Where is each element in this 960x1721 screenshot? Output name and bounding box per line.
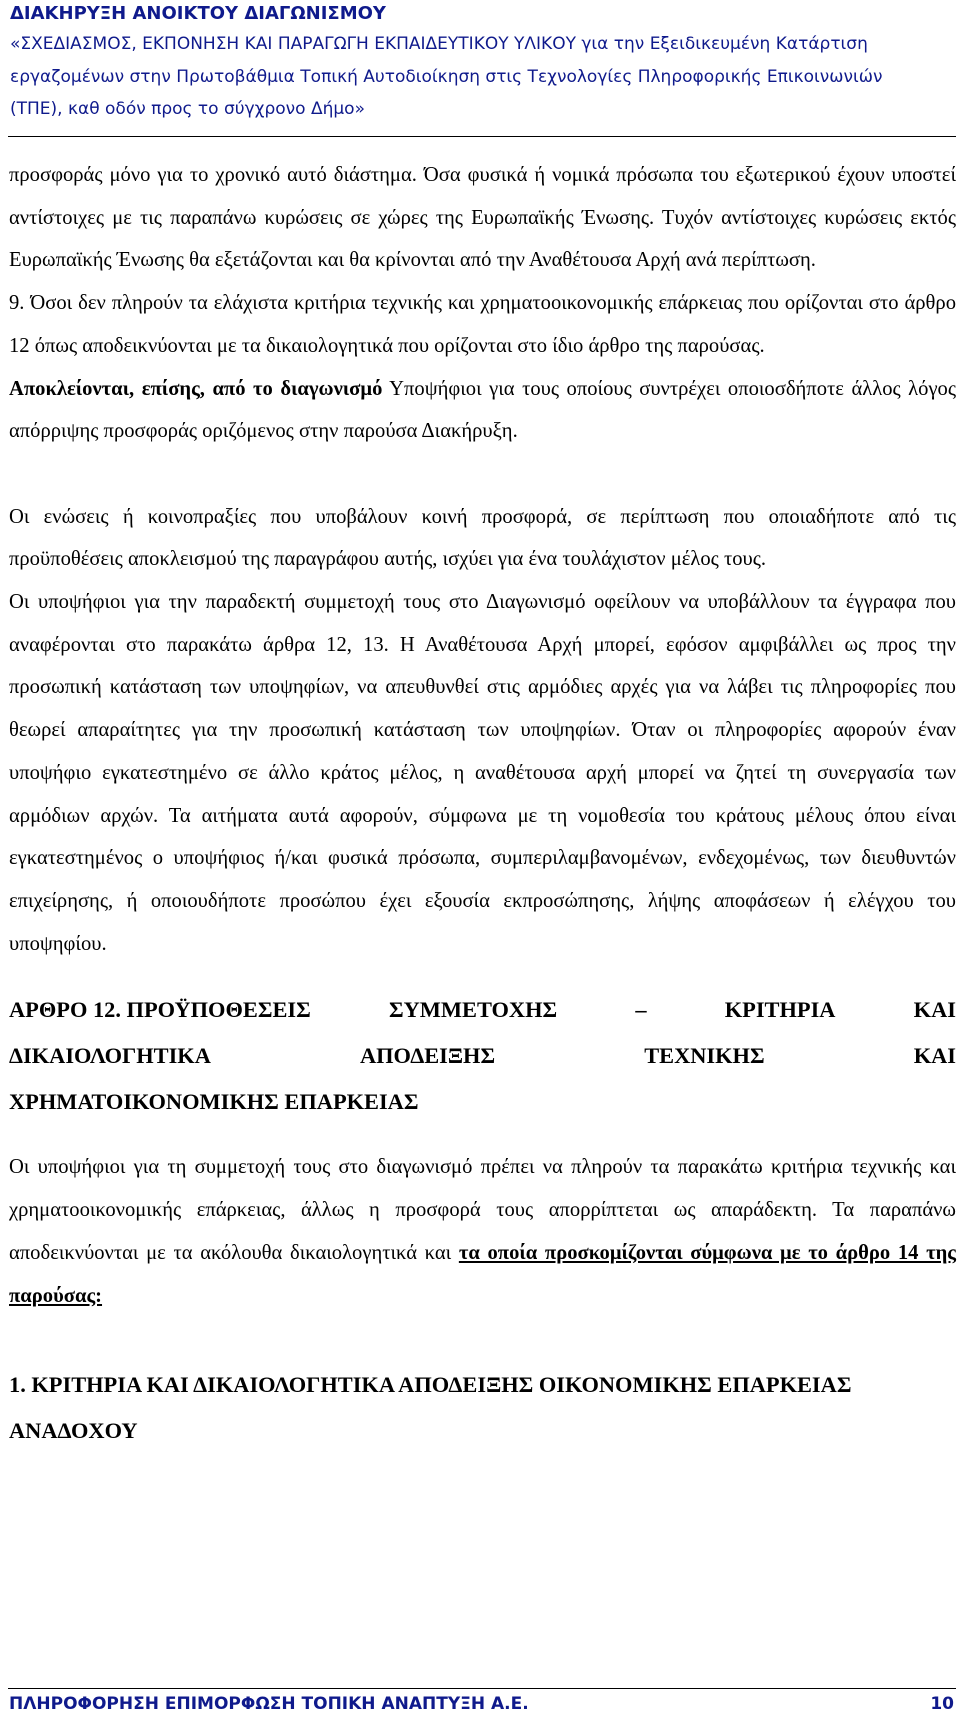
article-heading-line-2 <box>9 1033 956 1079</box>
article-heading-line-1 <box>9 987 956 1033</box>
requirements-underlined: τα οποία προσκομίζονται σύμφωνα με το άρθρο 14 της παρούσας: <box>9 1241 956 1307</box>
section-1-heading: 1. ΚΡΙΤΗΡΙΑ ΚΑΙ ΔΙΚΑΙΟΛΟΓΗΤΙΚΑ ΑΠΟΔΕΙΞΗΣ ΟΙΚΟΝΟΜΙΚΗΣ ΕΠΑΡΚΕΙΑΣ ΑΝΑΔΟΧΟΥ <box>9 1372 852 1443</box>
footer-divider <box>8 1688 956 1689</box>
header-title: ΔΙΑΚΗΡΥΞΗ ΑΝΟΙΚΤΟΥ ΔΙΑΓΩΝΙΣΜΟΥ <box>10 3 386 24</box>
header-divider <box>8 136 956 137</box>
spacer <box>9 453 956 496</box>
heading-word: ΚΡΙΤΗΡΙΑ <box>724 997 836 1023</box>
paragraph-exclusions <box>9 368 956 453</box>
requirements-text: Οι υποψήφιοι για τη συμμετοχή τους στο διαγωνισμό πρέπει να πληρούν τα παρακάτω κριτήρια τεχνικής και χρηματοοικονομικής επάρκειας, άλλως η προσφορά τους απορρίπτεται ως απαράδεκτη. Τα παραπάνω αποδεικνύονται με τα ακόλουθα δικαιολογητικά και <box>9 1156 956 1264</box>
heading-word: – <box>635 997 647 1023</box>
footer-organization: ΠΛΗΡΟΦΟΡΗΣΗ ΕΠΙΜΟΡΦΩΣΗ ΤΟΠΙΚΗ ΑΝΑΠΤΥΞΗ Α.Ε. <box>9 1694 529 1714</box>
page-header <box>10 2 956 126</box>
heading-word: ΑΡΘΡΟ 12. ΠΡΟΫΠΟΘΕΣΕΙΣ <box>9 997 311 1023</box>
paragraph-criteria-9: 9. Όσοι δεν πληρούν τα ελάχιστα κριτήρια τεχνικής και χρηματοοικονομικής επάρκειας που ορίζονται στο άρθρο 12 όπως αποδεικνύονται με τα δικαιολογητικά που ορίζονται στο ίδιο άρθρο της παρούσας. <box>9 292 956 357</box>
heading-word: ΣΥΜΜΕΤΟΧΗΣ <box>388 997 558 1023</box>
heading-word: ΚΑΙ <box>913 1043 956 1069</box>
page-footer <box>9 1692 954 1716</box>
heading-word: ΔΙΚΑΙΟΛΟΓΗΤΙΚΑ <box>9 1043 211 1069</box>
exclusions-text: Υποψήφιοι για τους οποίους συντρέχει οποιοσδήποτε άλλος λόγος απόρριψης προσφοράς οριζόμενος στην παρούσα Διακήρυξη. <box>9 377 957 443</box>
document-body <box>9 154 956 1454</box>
heading-word: ΤΕΧΝΙΚΗΣ <box>644 1043 765 1069</box>
spacer <box>9 1317 956 1362</box>
spacer <box>9 1124 956 1146</box>
article-heading-line-3: ΧΡΗΜΑΤΟΙΚΟΝΟΜΙΚΗΣ ΕΠΑΡΚΕΙΑΣ <box>9 1088 419 1114</box>
article-12-heading <box>9 987 956 1124</box>
exclusions-bold-lead: Αποκλείονται, επίσης, από το διαγωνισμό <box>9 377 383 400</box>
page-number: 10 <box>930 1694 954 1714</box>
paragraph-requirements <box>9 1146 956 1317</box>
heading-word: ΑΠΟΔΕΙΞΗΣ <box>359 1043 496 1069</box>
spacer <box>9 965 956 987</box>
paragraph-documents: Οι υποψήφιοι για την παραδεκτή συμμετοχή τους στο Διαγωνισμό οφείλουν να υποβάλλουν τα έγγραφα που αναφέρονται στο παρακάτω άρθρα 12, 13. Η Αναθέτουσα Αρχή μπορεί, εφόσον αμφιβάλλει ως προς την προσωπική κατάσταση των υποψηφίων, να απευθυνθεί στις αρμόδιες αρχές για να λάβει τις πληροφορίες που θεωρεί απαραίτητες για την προσωπική κατάσταση των υποψηφίων. Όταν οι πληροφορίες αφορούν έναν υποψήφιο εγκατεστημένο σε άλλο κράτος μέλος, η αναθέτουσα αρχή μπορεί να ζητεί τη συνεργασία των αρμόδιων αρχών. Τα αιτήματα αυτά αφορούν, σύμφωνα με τη νομοθεσία του κράτους μέλους όπου είναι εγκατεστημένος ο υποψήφιος ή/και φυσικά πρόσωπα, συμπεριλαμβανομένων, ενδεχομένως, των διευθυντών επιχείρησης, ή οποιουδήποτε προσώπου έχει εξουσία εκπροσώπησης, λήψης αποφάσεων ή ελέγχου του υποψηφίου. <box>9 591 956 955</box>
heading-word: ΚΑΙ <box>913 997 956 1023</box>
paragraph-sanctions: προσφοράς μόνο για το χρονικό αυτό διάστημα. Όσα φυσικά ή νομικά πρόσωπα του εξωτερικού έχουν υποστεί αντίστοιχες με τις παραπάνω κυρώσεις σε χώρες της Ευρωπαϊκής Ένωσης. Τυχόν αντίστοιχες κυρώσεις εκτός Ευρωπαϊκής Ένωσης θα εξετάζονται και θα κρίνονται από την Αναθέτουσα Αρχή ανά περίπτωση. <box>9 164 956 272</box>
header-subtitle: «ΣΧΕΔΙΑΣΜΟΣ, ΕΚΠΟΝΗΣΗ ΚΑΙ ΠΑΡΑΓΩΓΗ ΕΚΠΑΙΔΕΥΤΙΚΟΥ ΥΛΙΚΟΥ για την Εξειδικευμένη Κατάρτιση εργαζομένων στην Πρωτοβάθμια Τοπική Αυτοδιοίκηση στις Τεχνολογίες Πληροφορικής Επικοινωνιών (ΤΠΕ), καθ οδόν προς το σύγχρονο Δήμο» <box>10 34 883 119</box>
paragraph-joint-ventures: Οι ενώσεις ή κοινοπραξίες που υποβάλουν κοινή προσφορά, σε περίπτωση που οποιαδήποτε από τις προϋποθέσεις αποκλεισμού της παραγράφου αυτής, ισχύει για ένα τουλάχιστον μέλος τους. <box>9 505 956 571</box>
